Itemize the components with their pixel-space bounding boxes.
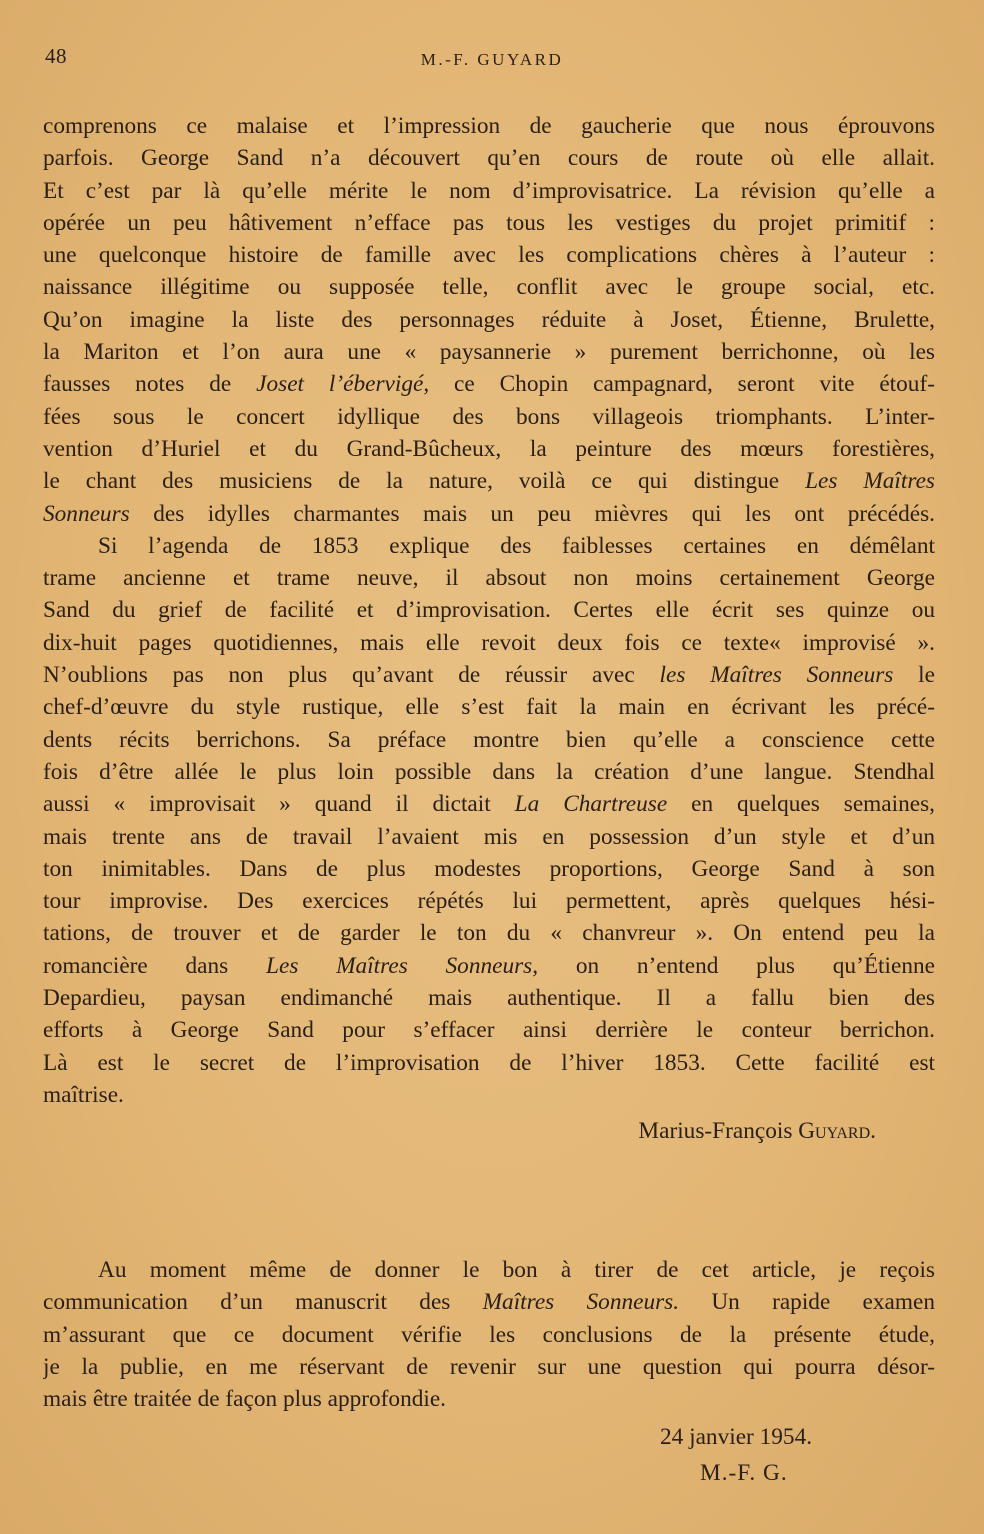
text-line: Et c’est par là qu’elle mérite le nom d’improvisatrice. La révision qu’elle a <box>43 177 935 204</box>
signature-last: Guyard. <box>798 1118 876 1144</box>
text-line: mais être traitée de façon plus approfondie. <box>43 1386 446 1413</box>
text-line <box>43 659 935 691</box>
text-line: vention d’Huriel et du Grand-Bûcheux, la peinture des mœurs forestières, <box>43 435 935 462</box>
text-fragment: ce Chopin campagnard, seront vite étouf- <box>429 371 935 398</box>
italic-title: Sonneurs <box>43 500 130 527</box>
text-line: efforts à George Sand pour s’effacer ainsi derrière le conteur berrichon. <box>43 1017 935 1044</box>
text-fragment: en quelques semaines, <box>667 791 935 818</box>
text-fragment: des idylles charmantes mais un peu mièvres qui les ont précédés. <box>153 500 935 527</box>
page-number: 48 <box>45 44 67 68</box>
text-line: je la publie, en me réservant de revenir sur une question qui pourra désor- <box>43 1353 935 1380</box>
text-fragment: Un rapide examen <box>679 1289 935 1316</box>
signature-first: Marius-François <box>638 1118 799 1144</box>
text-line <box>43 368 935 400</box>
postscript-note <box>43 1254 935 1415</box>
text-line <box>43 498 935 530</box>
text-line: chef-d’œuvre du style rustique, elle s’est fait la main en écrivant les précé- <box>43 694 935 721</box>
italic-title: Les Maîtres Sonneurs, <box>266 952 539 979</box>
running-head: M.-F. GUYARD <box>420 50 564 69</box>
text-line: opérée un peu hâtivement n’efface pas tous les vestiges du projet primitif : <box>43 209 935 236</box>
text-line <box>43 1286 935 1318</box>
text-line: trame ancienne et trame neuve, il absout non moins certainement George <box>43 565 935 592</box>
text-line: Sand du grief de facilité et d’improvisation. Certes elle écrit ses quinze ou <box>43 597 935 624</box>
text-line: ton inimitables. Dans de plus modestes proportions, George Sand à son <box>43 855 935 882</box>
text-line: fois d’être allée le plus loin possible dans la création d’une langue. Stendhal <box>43 758 935 785</box>
text-line: une quelconque histoire de famille avec les complications chères à l’auteur : <box>43 242 935 269</box>
author-signature <box>0 1118 876 1145</box>
text-line: tour improvise. Des exercices répétés lui permettent, après quelques hési- <box>43 888 935 915</box>
text-line: la Mariton et l’on aura une « paysannerie » purement berrichonne, où les <box>43 339 935 366</box>
text-line: Au moment même de donner le bon à tirer de cet article, je reçois <box>98 1257 935 1283</box>
text-line <box>43 788 935 820</box>
text-line <box>43 950 935 982</box>
text-fragment: on n’entend plus qu’Étienne <box>538 952 935 979</box>
italic-title: Joset l’ébervigé, <box>256 371 430 398</box>
text-line: Si l’agenda de 1853 explique des faiblesses certaines en démêlant <box>98 532 935 559</box>
italic-title: les Maîtres Sonneurs <box>659 662 894 689</box>
italic-title: La Chartreuse <box>514 791 668 818</box>
text-line: fées sous le concert idyllique des bons villageois triomphants. L’inter- <box>43 403 935 430</box>
text-line: parfois. George Sand n’a découvert qu’en cours de route où elle allait. <box>43 145 935 172</box>
text-line: dents récits berrichons. Sa préface montre bien qu’elle a conscience cette <box>43 726 935 753</box>
text-line <box>43 465 935 497</box>
italic-title: Les Maîtres <box>805 468 935 495</box>
article-body <box>43 110 935 1111</box>
text-fragment: aussi « improvisait » quand il dictait <box>43 791 515 818</box>
text-line: naissance illégitime ou supposée telle, conflit avec le groupe social, etc. <box>43 274 935 301</box>
text-line: comprenons ce malaise et l’impression de gaucherie que nous éprouvons <box>43 113 935 139</box>
text-fragment: le <box>893 662 935 689</box>
text-line: maîtrise. <box>43 1081 124 1108</box>
text-line: Qu’on imagine la liste des personnages réduite à Joset, Étienne, Brulette, <box>43 306 935 333</box>
text-line: tations, de trouver et de garder le ton du « chanvreur ». On entend peu la <box>43 920 935 947</box>
italic-title: Maîtres Sonneurs. <box>482 1289 680 1316</box>
text-fragment: le chant des musiciens de la nature, voilà ce qui distingue <box>43 468 806 495</box>
text-line: Depardieu, paysan endimanché mais authentique. Il a fallu bien des <box>43 985 935 1012</box>
note-initials: M.-F. G. <box>700 1460 788 1486</box>
text-line: m’assurant que ce document vérifie les conclusions de la présente étude, <box>43 1321 935 1348</box>
text-fragment: fausses notes de <box>43 371 257 398</box>
note-date: 24 janvier 1954. <box>660 1424 813 1450</box>
text-line: Là est le secret de l’improvisation de l’hiver 1853. Cette facilité est <box>43 1049 935 1076</box>
text-fragment: romancière dans <box>43 952 267 979</box>
text-line: dix-huit pages quotidiennes, mais elle revoit deux fois ce texte« improvisé ». <box>43 629 935 656</box>
text-fragment: N’oublions pas non plus qu’avant de réussir avec <box>43 662 660 689</box>
text-line: mais trente ans de travail l’avaient mis en possession d’un style et d’un <box>43 823 935 850</box>
text-fragment: communication d’un manuscrit des <box>43 1289 483 1316</box>
